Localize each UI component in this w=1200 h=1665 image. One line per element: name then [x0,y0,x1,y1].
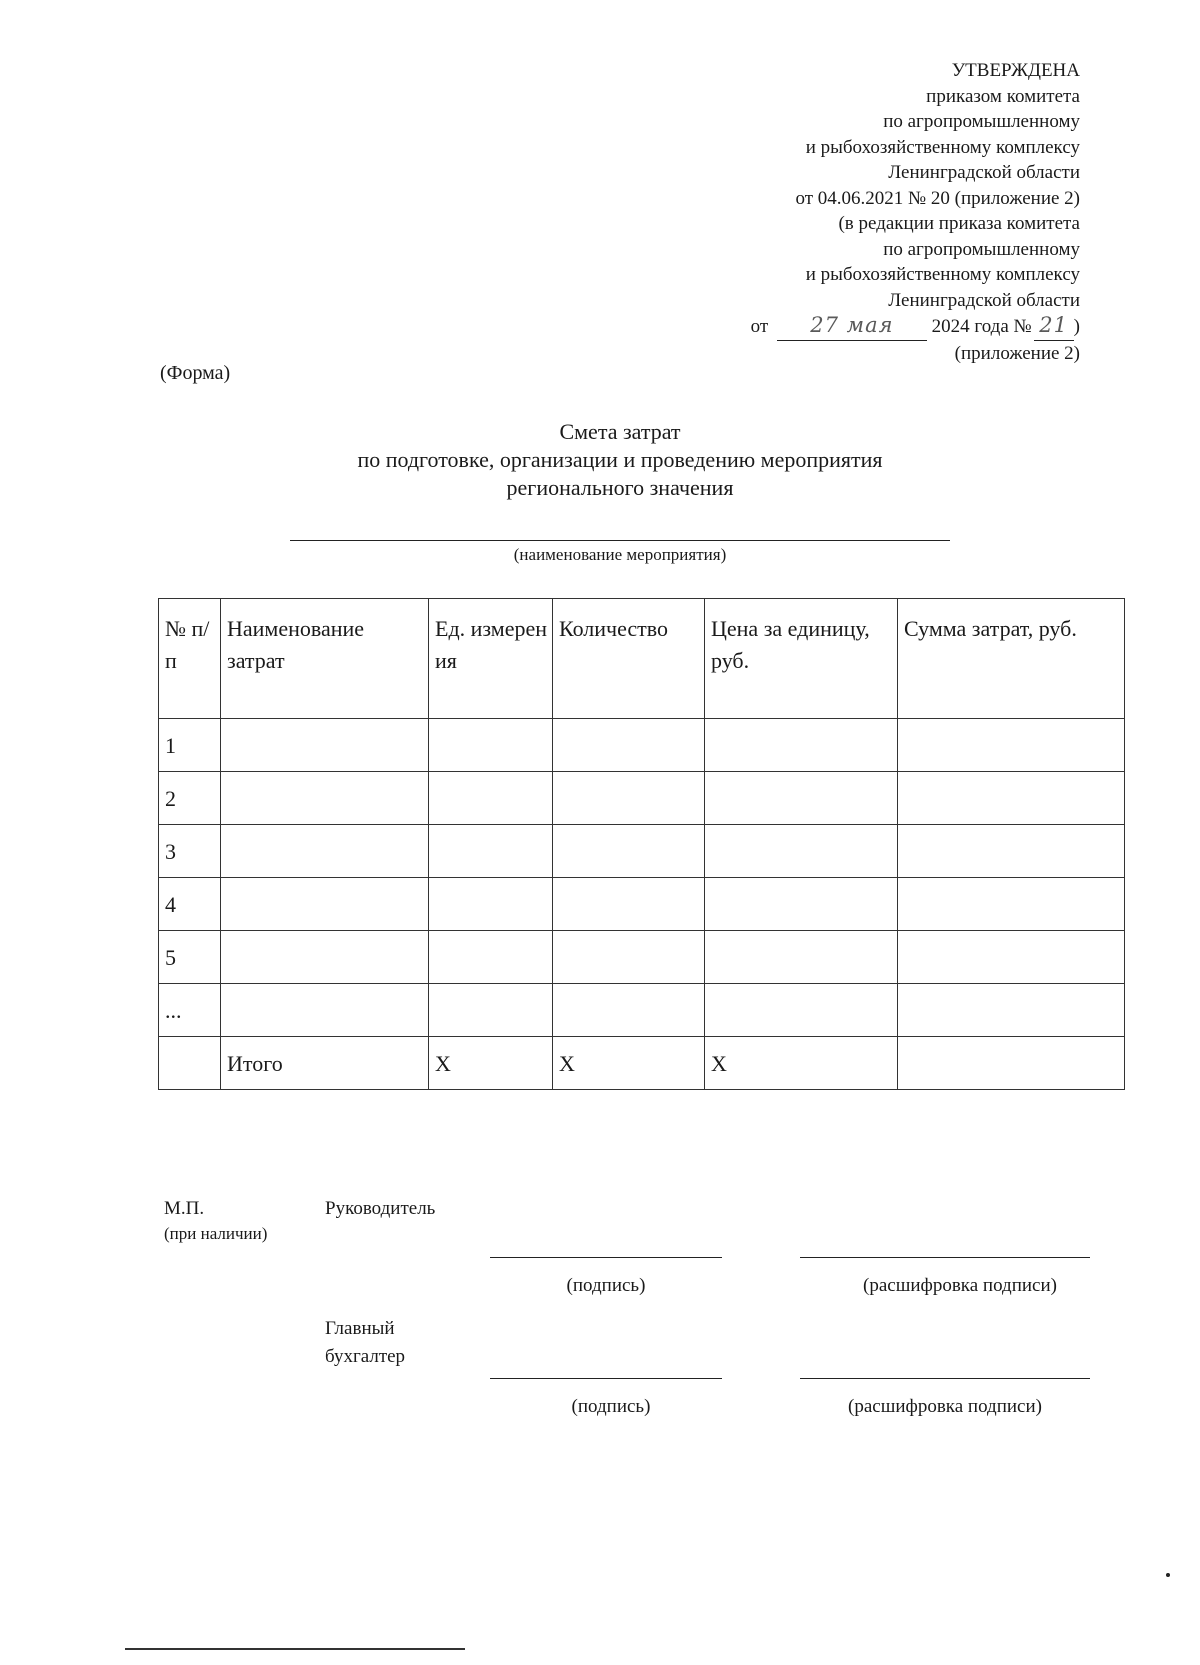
table-row [159,772,1125,825]
event-name-caption: (наименование мероприятия) [513,545,727,564]
cost-estimate-table [158,598,1125,1090]
table-cell [429,825,553,878]
accountant-decode-caption: (расшифровка подписи) [848,1396,1042,1417]
accountant-signature-caption: (подпись) [571,1396,651,1417]
accountant-label-1: Главный [325,1318,395,1339]
table-cell [221,984,429,1037]
table-cell [705,825,898,878]
table-header-row [159,599,1125,719]
approval-line: и рыбохозяйственному комплексу [805,136,1080,158]
close-paren: ) [1073,316,1080,337]
table-cell [705,719,898,772]
table-cell: 4 [159,878,221,931]
table-cell [553,772,705,825]
event-name-line [290,540,950,541]
accountant-signature-line [490,1378,722,1379]
stamp-note: (при наличии) [164,1224,268,1243]
table-cell [898,719,1125,772]
title-line-2: по подготовке, организации и проведению мероприятия [357,447,883,472]
table-cell [898,825,1125,878]
table-row [159,931,1125,984]
approval-line: Ленинградской области [888,162,1080,183]
header-cost-name: Наименование затрат [221,599,429,719]
table-cell [429,878,553,931]
table-cell [898,984,1125,1037]
approval-line: Ленинградской области [888,289,1080,311]
document-title [290,418,950,502]
table-cell [429,719,553,772]
scan-speck [1166,1573,1170,1577]
date-blank [777,313,927,341]
table-cell [705,984,898,1037]
bottom-edge-line [125,1648,465,1650]
table-row [159,878,1125,931]
table-cell: X [553,1037,705,1090]
table-cell [221,772,429,825]
table-cell [221,878,429,931]
table-cell: 3 [159,825,221,878]
table-cell [898,772,1125,825]
total-label: Итого [221,1037,429,1090]
stamp-label: М.П. [164,1198,205,1219]
year-text: 2024 года № [931,316,1032,337]
appendix-label: (приложение 2) [954,342,1080,364]
approval-line: приказом комитета [926,85,1080,107]
table-cell: 5 [159,931,221,984]
table-row [159,825,1125,878]
head-label: Руководитель [325,1198,436,1219]
date-prefix: от [750,316,769,337]
table-cell [221,719,429,772]
table-total-row [159,1037,1125,1090]
title-line-1: Смета затрат [559,419,681,444]
header-unit: Ед. измерения [429,599,553,719]
table-cell [705,878,898,931]
title-line-3: регионального значения [506,475,734,500]
approval-line: по агропромышленному [883,238,1080,260]
table-cell [159,1037,221,1090]
table-cell [429,772,553,825]
table-row [159,719,1125,772]
header-quantity: Количество [553,599,705,719]
table-row [159,984,1125,1037]
table-cell [553,931,705,984]
table-cell [705,931,898,984]
table-cell: 1 [159,719,221,772]
approval-line: по агропромышленному [883,111,1080,132]
table-cell [553,984,705,1037]
approval-line: и рыбохозяйственному комплексу [805,264,1080,285]
table-cell [898,878,1125,931]
form-label: (Форма) [160,362,231,384]
table-cell [898,931,1125,984]
handwritten-number: 21 [1039,313,1069,337]
handwritten-date: 27 мая [810,313,894,337]
approval-block [751,58,1080,366]
approval-line: (в редакции приказа комитета [838,213,1080,234]
table-cell: ... [159,984,221,1037]
approval-line: от 04.06.2021 № 20 (приложение 2) [795,187,1080,209]
table-cell [221,825,429,878]
total-sum-cell [898,1037,1125,1090]
header-unit-price: Цена за единицу, руб. [705,599,898,719]
head-signature-caption: (подпись) [566,1275,646,1296]
table-cell: 2 [159,772,221,825]
table-cell [553,719,705,772]
header-number: № п/п [159,599,221,719]
number-blank [1034,313,1074,341]
table-cell: X [705,1037,898,1090]
table-cell [705,772,898,825]
approval-date-line [751,313,1080,341]
accountant-decode-line [800,1378,1090,1379]
header-total-cost: Сумма затрат, руб. [898,599,1125,719]
table-cell [221,931,429,984]
approval-line: УТВЕРЖДЕНА [951,60,1080,81]
table-cell [553,878,705,931]
table-cell [429,984,553,1037]
table-cell [553,825,705,878]
head-decode-caption: (расшифровка подписи) [863,1275,1057,1296]
head-decode-line [800,1257,1090,1258]
accountant-label-2: бухгалтер [325,1346,406,1367]
table-cell [429,931,553,984]
table-cell: X [429,1037,553,1090]
head-signature-line [490,1257,722,1258]
